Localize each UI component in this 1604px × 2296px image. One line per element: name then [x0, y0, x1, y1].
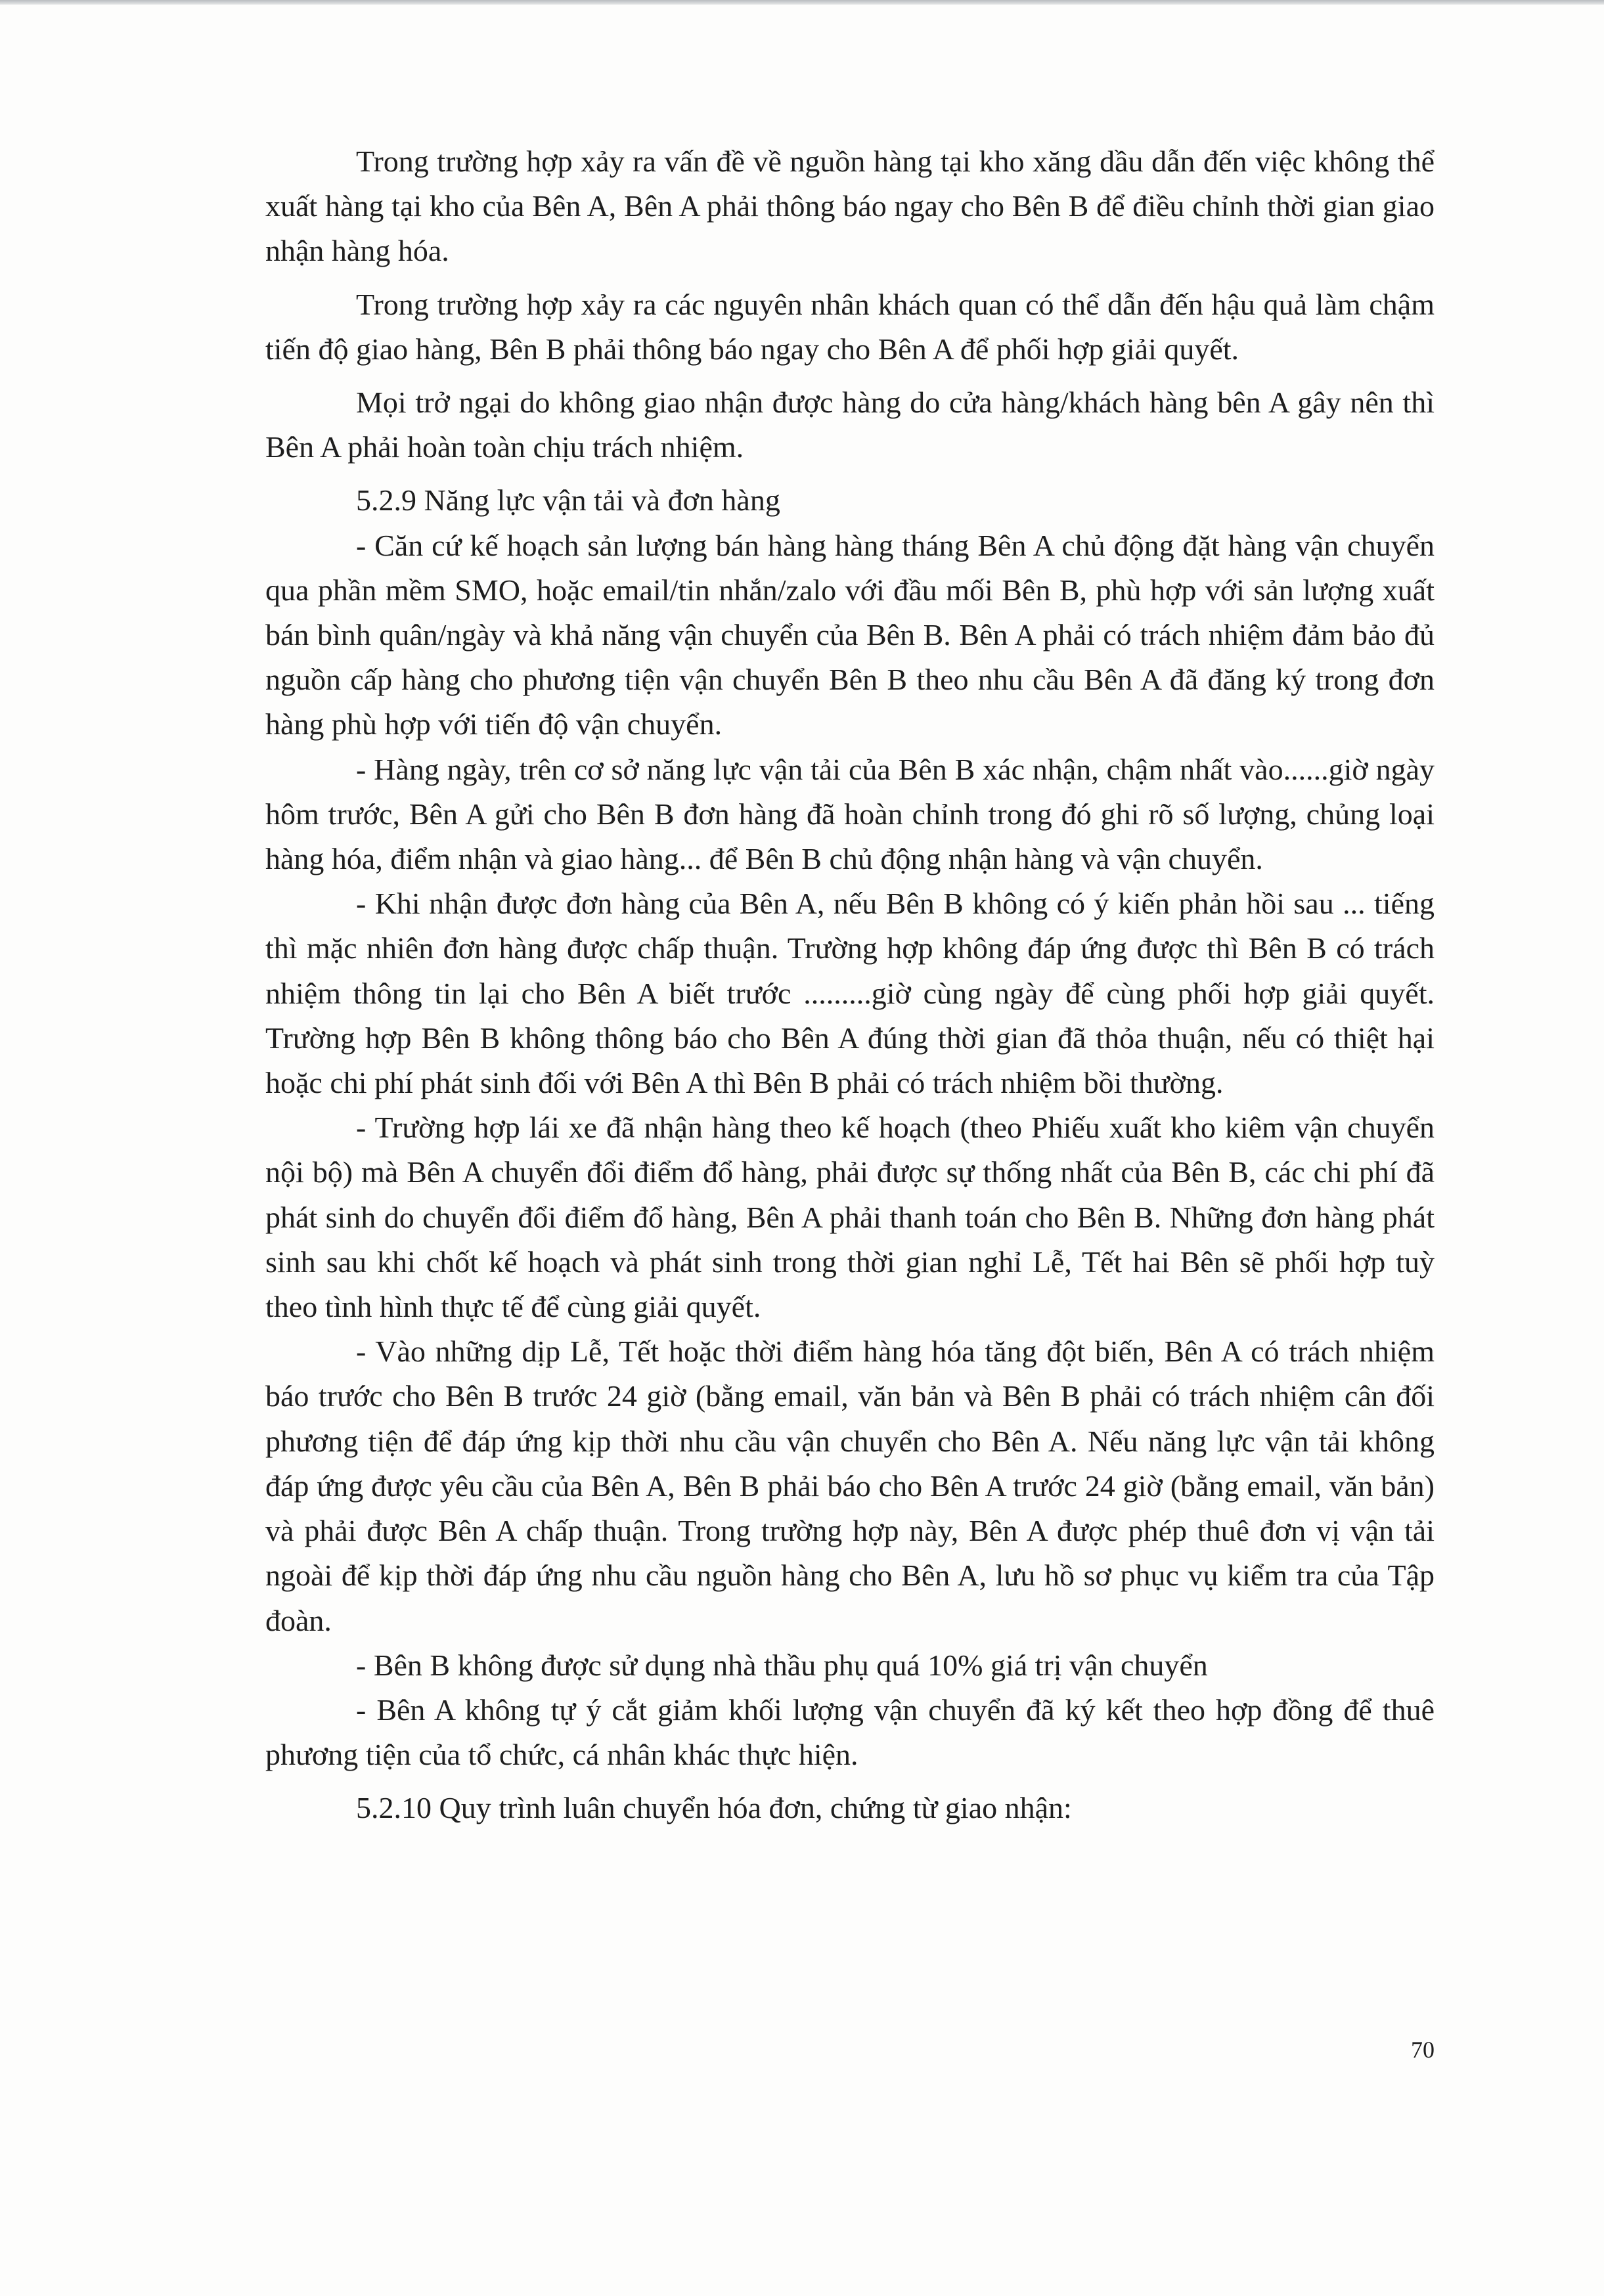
list-item: - Trường hợp lái xe đã nhận hàng theo kế hoạch (theo Phiếu xuất kho kiêm vận chuyển nội bộ) mà Bên A chuyển đổi điểm đổ hàng, phải được sự thống nhất của Bên B, các chi phí đã phát sinh do chuyển đổi điểm đổ hàng, Bên A phải thanh toán cho Bên B. Những đơn hàng phát sinh sau khi chốt kế hoạch và phát sinh trong thời gian nghỉ Lễ, Tết hai Bên sẽ phối hợp tuỳ theo tình hình thực tế để cùng giải quyết. — [265, 1111, 1435, 1324]
list-item: - Căn cứ kế hoạch sản lượng bán hàng hàng tháng Bên A chủ động đặt hàng vận chuyển qua phần mềm SMO, hoặc email/tin nhắn/zalo với đầu mối Bên B, phù hợp với sản lượng xuất bán bình quân/ngày và khả năng vận chuyển của Bên B. Bên A phải có trách nhiệm đảm bảo đủ nguồn cấp hàng cho phương tiện vận chuyển Bên B theo nhu cầu Bên A đã đăng ký trong đơn hàng phù hợp với tiến độ vận chuyển. — [265, 528, 1435, 741]
section-heading-5-2-10: 5.2.10 Quy trình luân chuyển hóa đơn, chứng từ giao nhận: — [356, 1791, 1072, 1825]
list-item: - Hàng ngày, trên cơ sở năng lực vận tải của Bên B xác nhận, chậm nhất vào......giờ ngày hôm trước, Bên A gửi cho Bên B đơn hàng đã hoàn chỉnh trong đó ghi rõ số lượng, chủng loại hàng hóa, điểm nhận và giao hàng... để Bên B chủ động nhận hàng và vận chuyển. — [265, 752, 1435, 876]
list-item: - Bên A không tự ý cắt giảm khối lượng vận chuyển đã ký kết theo hợp đồng để thuê phương tiện của tổ chức, cá nhân khác thực hiện. — [265, 1692, 1435, 1772]
body-text — [265, 139, 1435, 1840]
page-number: 70 — [1411, 2037, 1435, 2063]
paragraph: Mọi trở ngại do không giao nhận được hàng do cửa hàng/khách hàng bên A gây nên thì Bên A phải hoàn toàn chịu trách nhiệm. — [265, 386, 1435, 464]
paragraph: Trong trường hợp xảy ra vấn đề về nguồn hàng tại kho xăng dầu dẫn đến việc không thể xuất hàng tại kho của Bên A, Bên A phải thông báo ngay cho Bên B để điều chỉnh thời gian giao nhận hàng hóa. — [265, 144, 1435, 268]
paragraph: Trong trường hợp xảy ra các nguyên nhân khách quan có thể dẫn đến hậu quả làm chậm tiến độ giao hàng, Bên B phải thông báo ngay cho Bên A để phối hợp giải quyết. — [265, 287, 1435, 366]
list-item: - Khi nhận được đơn hàng của Bên A, nếu Bên B không có ý kiến phản hồi sau ... tiếng thì mặc nhiên đơn hàng được chấp thuận. Trường hợp không đáp ứng được thì Bên B có trách nhiệm thông tin lại cho Bên A biết trước .........giờ cùng ngày để cùng phối hợp giải quyết. Trường hợp Bên B không thông báo cho Bên A đúng thời gian đã thỏa thuận, nếu có thiệt hại hoặc chi phí phát sinh đối với Bên A thì Bên B phải có trách nhiệm bồi thường. — [265, 887, 1435, 1100]
list-item: - Bên B không được sử dụng nhà thầu phụ quá 10% giá trị vận chuyển — [356, 1648, 1208, 1682]
scan-top-edge — [0, 0, 1604, 5]
section-heading-5-2-9: 5.2.9 Năng lực vận tải và đơn hàng — [356, 483, 780, 518]
list-item: - Vào những dịp Lễ, Tết hoặc thời điểm hàng hóa tăng đột biến, Bên A có trách nhiệm báo trước cho Bên B trước 24 giờ (bằng email, văn bản và Bên B phải có trách nhiệm cân đối phương tiện để đáp ứng kịp thời nhu cầu vận chuyển cho Bên A. Nếu năng lực vận tải không đáp ứng được yêu cầu của Bên A, Bên B phải báo cho Bên A trước 24 giờ (bằng email, văn bản) và phải được Bên A chấp thuận. Trong trường hợp này, Bên A được phép thuê đơn vị vận tải ngoài để kịp thời đáp ứng nhu cầu nguồn hàng cho Bên A, lưu hồ sơ phục vụ kiểm tra của Tập đoàn. — [265, 1335, 1435, 1637]
